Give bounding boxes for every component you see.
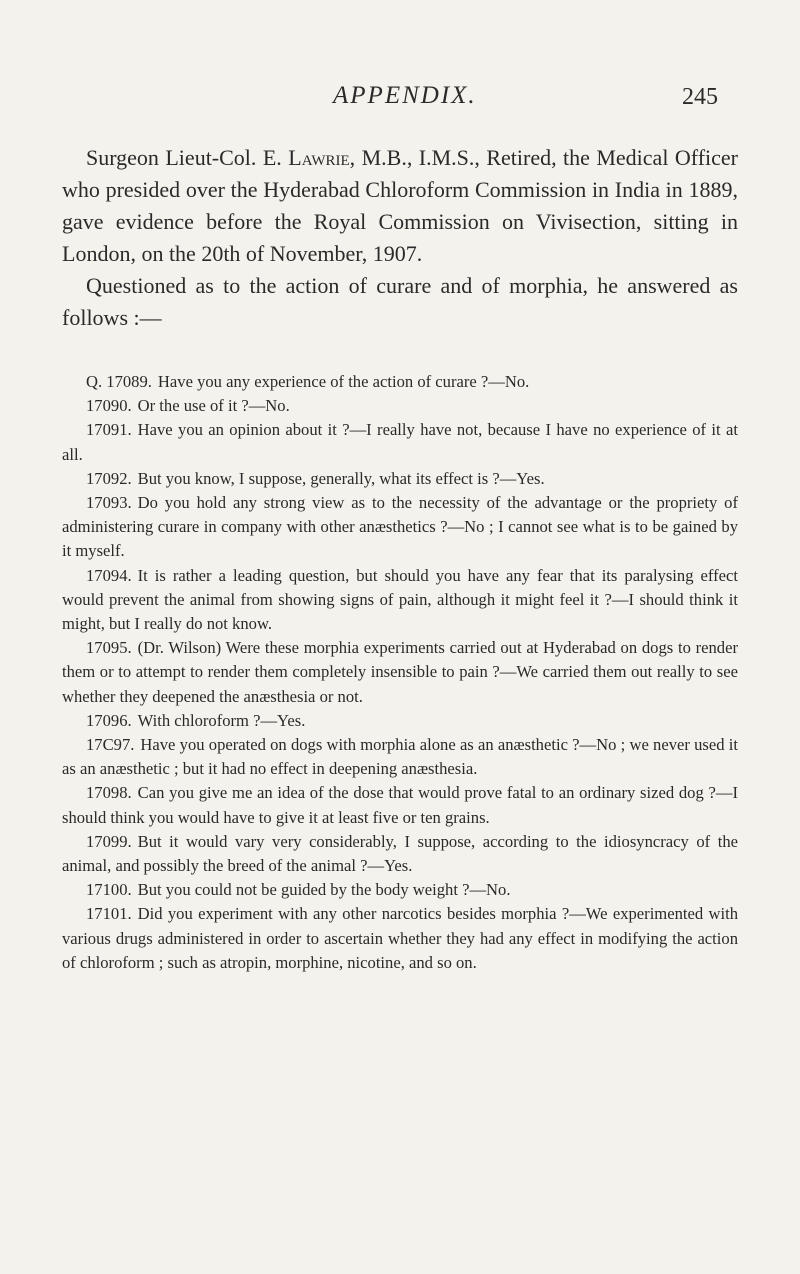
testimony-item: [62, 394, 738, 418]
question-text: Can you give me an idea of the dose that would prove fatal to an ordinary sized dog ?—I should think you would have to give it at least five or ten grains.: [62, 783, 738, 827]
testimony-item: [62, 491, 738, 564]
testimony-item: [62, 878, 738, 902]
question-text: But you could not be guided by the body weight ?—No.: [137, 880, 511, 900]
question-number: 17100.: [86, 880, 132, 900]
question-number: 17101.: [86, 904, 132, 924]
page-header: [0, 78, 800, 118]
testimony-item: [62, 902, 738, 975]
question-number: 17095.: [86, 638, 132, 658]
question-number: Q. 17089.: [86, 372, 152, 391]
testimony-item: [62, 733, 738, 781]
testimony-item: [62, 636, 738, 709]
intro-text-segment: Surgeon Lieut-Col. E.: [86, 145, 289, 170]
testimony-item: [62, 418, 738, 466]
question-number: 17096.: [86, 710, 132, 730]
testimony-item: [62, 709, 738, 733]
question-number: 17C97.: [86, 735, 135, 755]
question-text: With chloroform ?—Yes.: [137, 710, 306, 730]
intro-text-segment: , M.B., I.M.S., Retired, the Medical Officer who presided over the Hyderabad Chloroform Commission in India in 1889, gave evidence before the Royal Commission on Vivisection, sitting in London, on the 20th of November, 1907.: [62, 145, 738, 266]
question-number: 17099.: [86, 831, 132, 851]
question-number: 17094.: [86, 565, 132, 585]
question-text: But you know, I suppose, generally, what its effect is ?—Yes.: [137, 468, 545, 488]
question-text: Have you an opinion about it ?—I really have not, because I have no experience of it at all.: [62, 420, 738, 464]
witness-name: Lawrie: [288, 145, 350, 170]
intro-paragraph-2: Questioned as to the action of curare and of morphia, he answered as follows :—: [62, 273, 738, 330]
testimony-item: [62, 830, 738, 878]
page-number: 245: [682, 84, 718, 110]
testimony-item: [62, 370, 738, 394]
question-text: But it would vary very considerably, I suppose, according to the idiosyncracy of the animal, and possibly the breed of the animal ?—Yes.: [62, 831, 738, 876]
question-number: 17093.: [86, 493, 132, 513]
running-head: APPENDIX.: [333, 82, 477, 109]
question-text: (Dr. Wilson) Were these morphia experiments carried out at Hyderabad on dogs to render them or to attempt to render them completely insensible to pain ?—We carried them out really to see whether they deepened the anæsthesia or not.: [62, 638, 738, 706]
question-text: Do you hold any strong view as to the necessity of the advantage or the propriety of administering curare in company with other anæsthetics ?—No ; I cannot see what is to be gained by it myself.: [62, 493, 738, 561]
intro-text: [62, 142, 738, 334]
question-text: Or the use of it ?—No.: [137, 396, 290, 416]
testimony-list: [62, 370, 738, 975]
question-text: Did you experiment with any other narcotics besides morphia ?—We experimented with various drugs administered in order to ascertain whether they had any effect in modifying the action of chloroform ; such as atropin, morphine, nicotine, and so on.: [62, 904, 738, 972]
question-text: Have you operated on dogs with morphia alone as an anæsthetic ?—No ; we never used it as an anæsthetic ; but it had no effect in deepening anæsthesia.: [62, 735, 738, 779]
testimony-item: [62, 564, 738, 637]
question-text: It is rather a leading question, but should you have any fear that its paralysing effect would prevent the animal from showing signs of pain, although it might feel it ?—I should think it might, but I really do not know.: [62, 565, 738, 634]
question-number: 17090.: [86, 396, 132, 416]
question-text: Have you any experience of the action of curare ?—No.: [157, 372, 530, 391]
intro-paragraph-1: [62, 142, 738, 270]
testimony-item: [62, 781, 738, 829]
testimony-item: [62, 467, 738, 491]
question-number: 17098.: [86, 783, 132, 803]
question-number: 17091.: [86, 420, 132, 440]
question-number: 17092.: [86, 468, 132, 488]
